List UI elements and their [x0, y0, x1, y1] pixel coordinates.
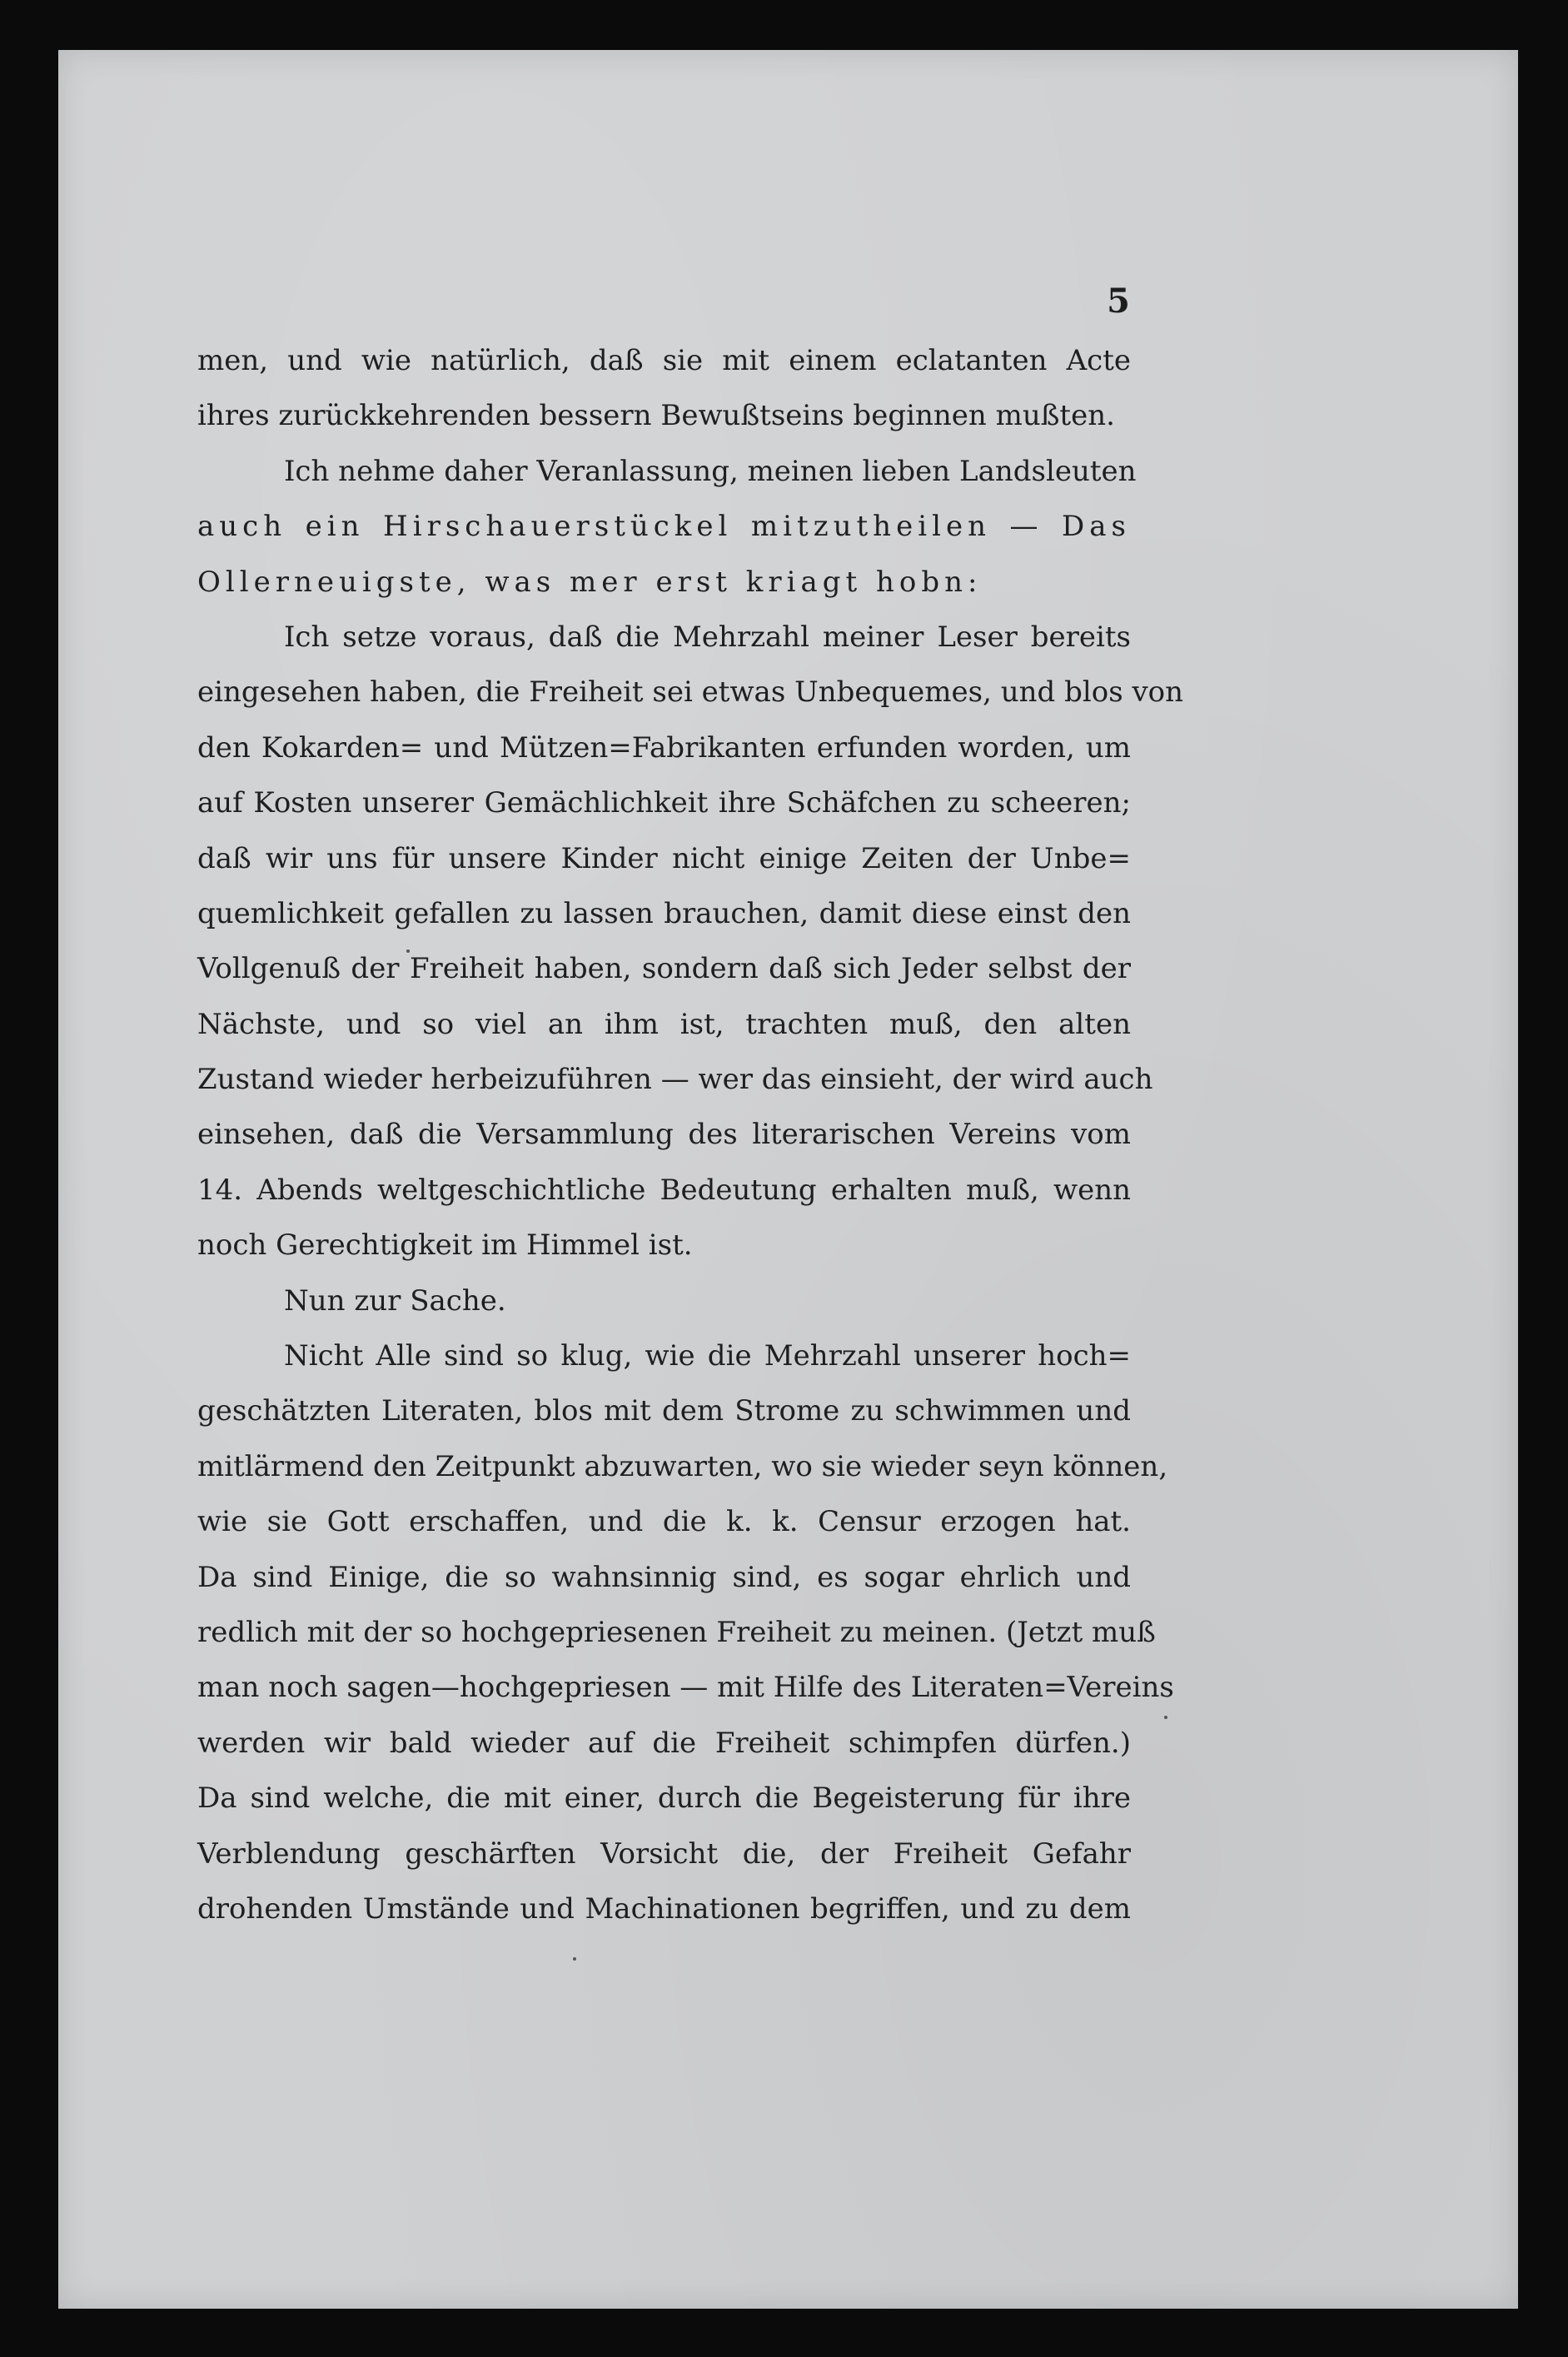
text-line: Ollerneuigste, was mer erst kriagt hobn:	[197, 565, 983, 599]
text-line: daß wir uns für unsere Kinder nicht einige Zeiten der Unbe=	[197, 841, 1131, 875]
body-text	[197, 333, 1184, 1936]
text-line: werden wir bald wieder auf die Freiheit schimpfen dürfen.)	[197, 1726, 1131, 1760]
text-line: auch ein Hirschauerstückel mitzutheilen — Das	[197, 510, 1131, 544]
paper-speck	[1164, 1716, 1167, 1719]
text-line: Verblendung geschärften Vorsicht die, der Freiheit Gefahr	[197, 1836, 1131, 1871]
text-line: Da sind welche, die mit einer, durch die Begeisterung für ihre	[197, 1781, 1131, 1816]
text-line: man noch sagen—hochgepriesen — mit Hilfe des Literaten=Vereins	[197, 1671, 1174, 1705]
text-line: eingesehen haben, die Freiheit sei etwas Unbequemes, und blos von	[197, 675, 1184, 710]
text-line: geschätzten Literaten, blos mit dem Strome zu schwimmen und	[197, 1394, 1131, 1428]
paper-speck	[573, 1957, 576, 1961]
text-line: ihres zurückkehrenden bessern Bewußtseins beginnen mußten.	[197, 399, 1115, 433]
text-line: Nun zur Sache.	[284, 1283, 506, 1318]
text-line: wie sie Gott erschaffen, und die k. k. Censur erzogen hat.	[197, 1505, 1131, 1539]
text-line: Da sind Einige, die so wahnsinnig sind, es sogar ehrlich und	[197, 1560, 1131, 1594]
text-line: 14. Abends weltgeschichtliche Bedeutung erhalten muß, wenn	[197, 1173, 1131, 1207]
text-line: Vollgenuß der Freiheit haben, sondern daß sich Jeder selbst der	[197, 952, 1131, 986]
text-line: mitlärmend den Zeitpunkt abzuwarten, wo sie wieder seyn können,	[197, 1449, 1168, 1483]
text-line: einsehen, daß die Versammlung des literarischen Vereins vom	[197, 1118, 1131, 1152]
text-line: noch Gerechtigkeit im Himmel ist.	[197, 1228, 693, 1263]
text-line: men, und wie natürlich, daß sie mit einem eclatanten Acte	[197, 344, 1131, 377]
text-line: Ich nehme daher Veranlassung, meinen lieben Landsleuten	[284, 454, 1137, 488]
text-line: Nicht Alle sind so klug, wie die Mehrzahl unserer hoch=	[284, 1339, 1131, 1373]
page-number: 5	[1107, 282, 1130, 321]
text-line: quemlichkeit gefallen zu lassen brauchen, damit diese einst den	[197, 896, 1131, 930]
text-line: Zustand wieder herbeizuführen — wer das einsieht, der wird auch	[197, 1063, 1153, 1097]
text-line: auf Kosten unserer Gemächlichkeit ihre Schäfchen zu scheeren;	[197, 786, 1131, 820]
text-line: redlich mit der so hochgepriesenen Freiheit zu meinen. (Jetzt muß	[197, 1615, 1156, 1649]
text-line: den Kokarden= und Mützen=Fabrikanten erfunden worden, um	[197, 730, 1131, 765]
text-line: Nächste, und so viel an ihm ist, trachten muß, den alten	[197, 1007, 1131, 1041]
text-line: drohenden Umstände und Machinationen begriffen, und zu dem	[197, 1891, 1131, 1926]
text-line: Ich setze voraus, daß die Mehrzahl meiner Leser bereits	[284, 620, 1131, 654]
